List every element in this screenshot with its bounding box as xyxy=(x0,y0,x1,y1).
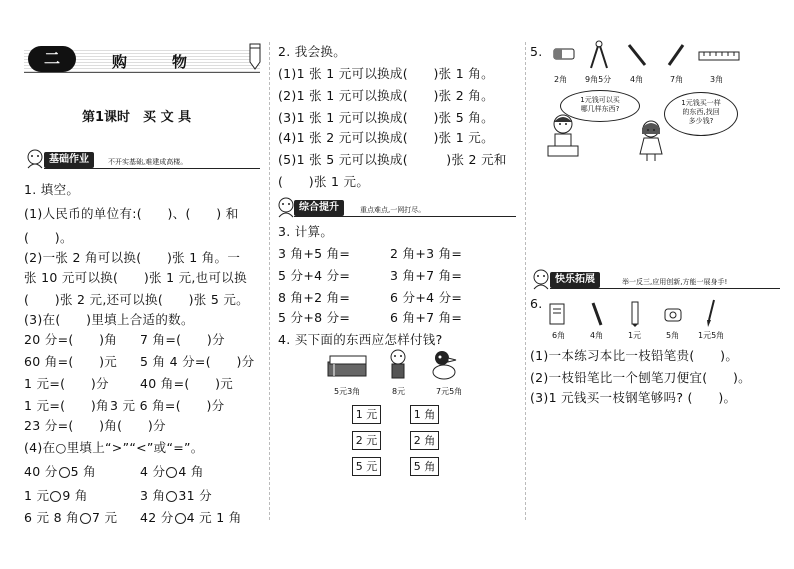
item-price: 1元5角 xyxy=(698,331,725,340)
fill-item: 20 分=( )角 xyxy=(24,332,118,347)
column-divider-right xyxy=(525,42,526,520)
item-price: 1元 xyxy=(628,331,642,340)
money-note[interactable]: 5 角 xyxy=(410,457,439,476)
calc-item: 5 分+4 分= xyxy=(278,268,351,283)
compare-right: 31 分 xyxy=(178,488,212,503)
compare-row xyxy=(140,462,204,480)
comprehensive-section-tag: 综合提升 xyxy=(294,200,344,216)
money-note[interactable]: 5 元 xyxy=(352,457,381,476)
compare-left: 40 分 xyxy=(24,464,58,479)
girl-icon xyxy=(636,118,666,162)
pencil-icon xyxy=(246,42,264,70)
fill-item: 40 角=( )元 xyxy=(140,376,234,391)
compare-row xyxy=(24,486,88,504)
fill-item: 5 角 4 分=( )分 xyxy=(140,354,255,369)
unit-title-char-1: 购 xyxy=(112,53,128,71)
q2-line: (1)1 张 1 元可以换成( )张 1 角。 xyxy=(278,66,494,81)
brush-icon xyxy=(704,298,718,328)
compare-left: 1 元 xyxy=(24,488,50,503)
q6-line: (1)一本练习本比一枝铅笔贵( )。 xyxy=(530,348,739,363)
lesson-title: 第1课时 买 文 具 xyxy=(82,110,192,125)
q1-title: 1. 填空。 xyxy=(24,182,80,197)
q2-line: ( )张 1 元。 xyxy=(278,174,370,189)
compare-row xyxy=(24,508,117,526)
basic-section-header xyxy=(24,150,260,170)
q2-line: (2)1 张 1 元可以换成( )张 2 角。 xyxy=(278,88,494,103)
compare-left: 3 角 xyxy=(140,488,166,503)
compare-right: 4 元 1 角 xyxy=(186,510,242,525)
fun-section-motto: 举一反三,应用创新,方能一展身手! xyxy=(622,278,728,286)
compass-icon xyxy=(588,40,610,70)
q1-line: (2)一张 2 角可以换( )张 1 角。一 xyxy=(24,250,241,265)
comprehensive-section-header xyxy=(276,198,516,218)
bubble-line: 的东西,找回 xyxy=(682,108,720,116)
q5-title: 5. xyxy=(530,44,543,59)
fill-item: 3 元 6 角=( )分 xyxy=(110,398,225,413)
item-price: 4角 xyxy=(630,75,644,84)
calc-item: 2 角+3 角= xyxy=(390,246,463,261)
compare-circle[interactable] xyxy=(50,491,61,502)
money-note[interactable]: 1 角 xyxy=(410,405,439,424)
compare-left: 6 元 8 角 xyxy=(24,510,79,525)
compare-circle[interactable] xyxy=(59,467,70,478)
section-underline xyxy=(550,288,780,289)
mascot-icon xyxy=(24,148,46,170)
q1-line: ( )。 xyxy=(24,230,73,245)
q1-line: ( )张 2 元,还可以换( )张 5 元。 xyxy=(24,292,249,307)
boy-icon xyxy=(544,112,582,158)
q4-title: 4. 买下面的东西应怎样付钱? xyxy=(278,332,443,347)
item-price: 6角 xyxy=(552,331,566,340)
compare-circle[interactable] xyxy=(80,513,91,524)
item-price: 7角 xyxy=(670,75,684,84)
compare-right: 4 角 xyxy=(178,464,204,479)
unit-title-char-2: 物 xyxy=(172,53,188,71)
item-price: 8元 xyxy=(392,387,406,396)
q2-line: (4)1 张 2 元可以换成( )张 1 元。 xyxy=(278,130,494,145)
money-note[interactable]: 1 元 xyxy=(352,405,381,424)
bubble-line: 1元钱可以买 xyxy=(580,96,620,104)
fill-item: 1 元=( )分 xyxy=(24,376,109,391)
fill-item: 7 角=( )分 xyxy=(140,332,225,347)
calc-item: 5 分+8 分= xyxy=(278,310,351,325)
compare-row xyxy=(24,462,96,480)
q6-line: (2)一枝铅笔比一个刨笔刀便宜( )。 xyxy=(530,370,751,385)
pencil-icon xyxy=(666,42,686,68)
calc-item: 3 角+5 角= xyxy=(278,246,351,261)
compare-circle[interactable] xyxy=(175,513,186,524)
q1-line: 张 10 元可以换( )张 1 元,也可以换 xyxy=(24,270,247,285)
compare-circle[interactable] xyxy=(166,491,177,502)
q2-line: (5)1 张 5 元可以换成( )张 2 元和 xyxy=(278,152,507,167)
pencil-icon xyxy=(588,300,606,328)
basic-section-motto: 不开实基础,难建成高楼。 xyxy=(108,158,188,166)
item-price: 3角 xyxy=(710,75,724,84)
unit-number-badge: 二 xyxy=(28,46,76,72)
q1-line: (1)人民币的单位有:( )、( ) 和 xyxy=(24,206,239,221)
pencil-case-icon xyxy=(326,352,370,380)
compare-row xyxy=(140,486,212,504)
compare-row xyxy=(140,508,242,526)
compare-left: 42 分 xyxy=(140,510,174,525)
bubble-line: 1元钱买一样 xyxy=(681,99,721,107)
money-note[interactable]: 2 元 xyxy=(352,431,381,450)
calc-item: 3 角+7 角= xyxy=(390,268,463,283)
q3-title: 3. 计算。 xyxy=(278,224,334,239)
mascot-icon xyxy=(276,196,296,218)
item-price: 5角 xyxy=(666,331,680,340)
doll-icon xyxy=(386,348,410,382)
compare-left: 4 分 xyxy=(140,464,166,479)
notebook-icon xyxy=(548,302,566,326)
section-underline xyxy=(44,168,260,169)
q2-line: (3)1 张 1 元可以换成( )张 5 角。 xyxy=(278,110,494,125)
money-note[interactable]: 2 角 xyxy=(410,431,439,450)
item-price: 5元3角 xyxy=(334,387,361,396)
sharpener-icon xyxy=(662,306,684,324)
section-underline xyxy=(294,216,516,217)
basic-section-tag: 基础作业 xyxy=(44,152,94,168)
item-price: 7元5角 xyxy=(436,387,463,396)
pen-icon xyxy=(626,42,648,68)
fill-item: 1 元=( )角 xyxy=(24,398,109,413)
q6-line: (3)1 元钱买一枝钢笔够吗? ( )。 xyxy=(530,390,737,405)
item-price: 9角5分 xyxy=(585,75,612,84)
compare-title: (4)在○里填上“>”“<”或“=”。 xyxy=(24,440,204,455)
comprehensive-section-motto: 重点难点,一网打尽。 xyxy=(360,206,426,214)
column-divider-left xyxy=(269,42,270,520)
q1-line: (3)在( )里填上合适的数。 xyxy=(24,312,194,327)
compare-right: 5 角 xyxy=(70,464,96,479)
fun-section-tag: 快乐拓展 xyxy=(550,272,600,288)
bubble-line: 多少钱? xyxy=(688,117,714,125)
compare-right: 7 元 xyxy=(91,510,118,525)
item-price: 2角 xyxy=(554,75,568,84)
q6-title: 6. xyxy=(530,296,543,311)
calc-item: 8 角+2 角= xyxy=(278,290,351,305)
eraser-icon xyxy=(552,46,576,62)
q2-title: 2. 我会换。 xyxy=(278,44,346,59)
fill-item: 23 分=( )角( )分 xyxy=(24,418,166,433)
ruler-icon xyxy=(698,50,740,62)
compare-circle[interactable] xyxy=(166,467,177,478)
calc-item: 6 角+7 角= xyxy=(390,310,463,325)
bubble-line: 哪几样东西? xyxy=(580,105,620,113)
mascot-icon xyxy=(530,268,552,290)
calc-item: 6 分+4 分= xyxy=(390,290,463,305)
pen-icon xyxy=(628,300,642,328)
compare-right: 9 角 xyxy=(62,488,88,503)
toy-duck-icon xyxy=(430,348,460,382)
fill-item: 60 角=( )元 xyxy=(24,354,118,369)
speech-bubble-right xyxy=(664,92,738,136)
item-price: 4角 xyxy=(590,331,604,340)
unit-banner xyxy=(24,48,260,73)
fun-section-header xyxy=(530,270,780,290)
